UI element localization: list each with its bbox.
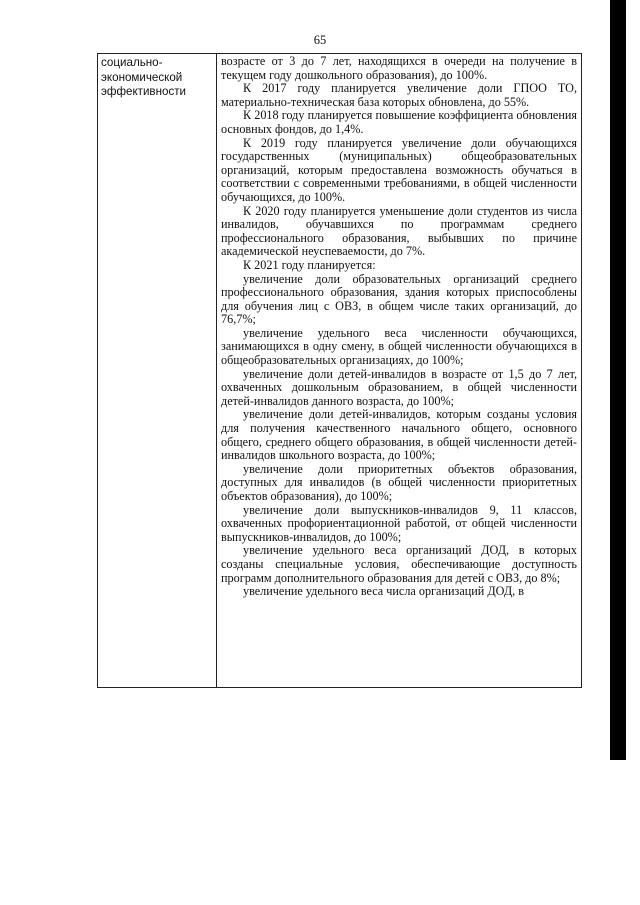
paragraph: возрасте от 3 до 7 лет, находящихся в очереди на получение в текущем году дошкольного образования), до 100%. [221,54,577,82]
indicator-table [97,53,582,688]
paragraph: увеличение удельного веса численности обучающихся, занимающихся в одну смену, в общей численности обучающихся в общеобразовательных организациях, до 100%; [221,325,577,368]
paragraph: увеличение доли выпускников-инвалидов 9, 11 классов, охваченных профориентационной работой, от общей численности выпускников-инвалидов, до 100%; [221,502,577,544]
paragraph: увеличение удельного веса числа организаций ДОД, в [243,584,525,599]
paragraph: увеличение удельного веса организаций ДОД, в которых созданы специальные условия, обеспечивающие доступность программ дополнительного образования для детей с ОВЗ, до 8%; [221,543,577,585]
scan-edge-bar [610,0,626,760]
left-cell-line: экономической [101,70,183,84]
paragraph: увеличение доли образовательных организаций среднего профессионального образования, здания которых приспособлены для обучения лиц с ОВЗ, в общем числе таких организаций, до 76,7%; [221,271,577,327]
paragraph: К 2020 году планируется уменьшение доли студентов из числа инвалидов, обучавшихся по программам среднего профессионального образования, выбывших по причине академической неуспеваемости, до 7%. [221,203,577,259]
page-number: 65 [313,33,327,47]
left-cell-line: социально- [101,56,163,69]
left-cell-line: эффективности [101,85,187,98]
paragraph: увеличение доли детей-инвалидов в возрасте от 1,5 до 7 лет, охваченных дошкольным образованием, в общей численности детей-инвалидов данного возраста, до 100%; [221,366,577,408]
paragraph: увеличение доли детей-инвалидов, которым созданы условия для получения качественного начального общего, основного общего, среднего общего образования, в общей численности детей-инвалидов школьного возраста, до 100%; [221,407,577,463]
paragraph: К 2018 году планируется повышение коэффициента обновления основных фондов, до 1,4%. [221,108,577,136]
paragraph: К 2021 году планируется: [243,257,376,272]
right-cell [217,54,581,687]
paragraph: увеличение доли приоритетных объектов образования, доступных для инвалидов (в общей численности приоритетных объектов образования), до 100%; [221,461,577,503]
paragraph: К 2019 году планируется увеличение доли обучающихся государственных (муниципальных) общеобразовательных организаций, которым предоставлена возможность обучаться в соответствии с современными требованиями, в общей численности обучающихся, до 100%. [221,135,577,204]
left-cell [98,54,217,687]
paragraph: К 2017 году планируется увеличение доли ГПОО ТО, материально-техническая база которых обновлена, до 55%. [221,81,577,109]
